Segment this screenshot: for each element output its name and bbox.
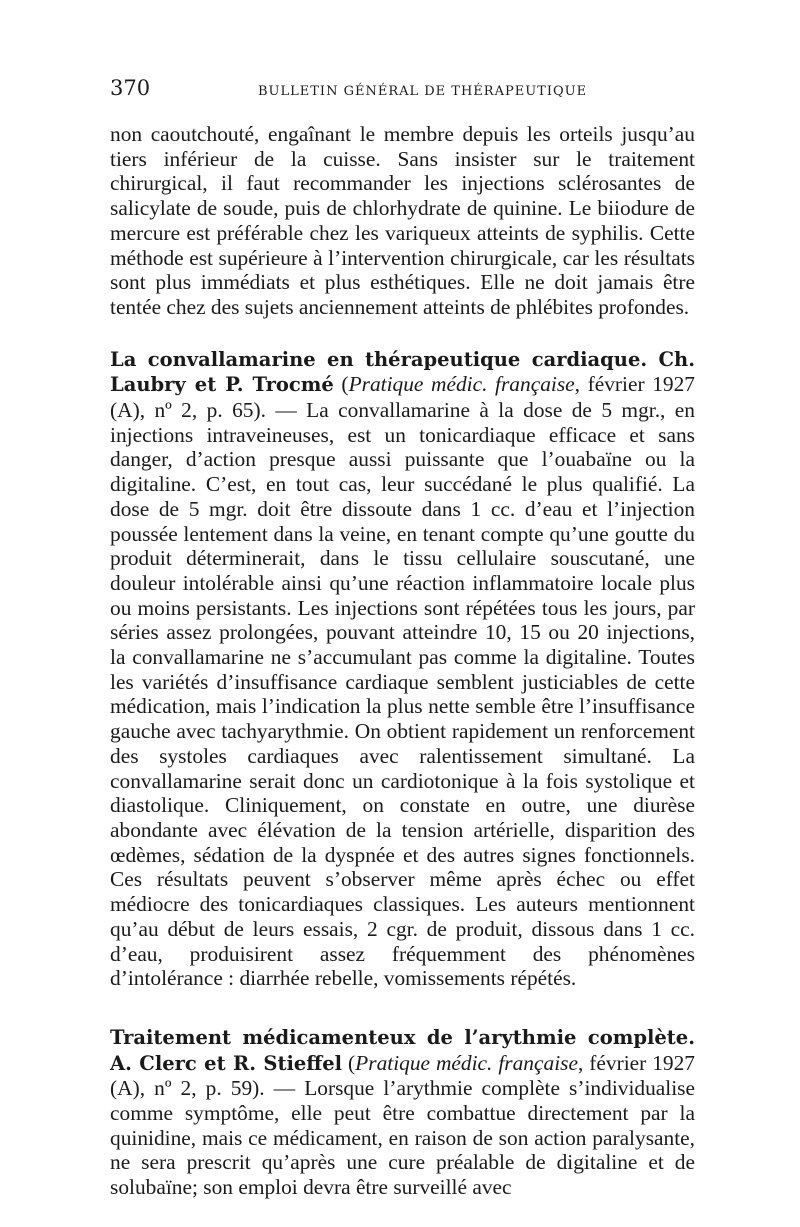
running-head: BULLETIN GÉNÉRAL DE THÉRAPEUTIQUE <box>258 84 588 99</box>
intro-paragraph: non caoutchouté, engaînant le membre depuis les orteils jusqu’au tiers inférieur de la cuisse. Sans insister sur le traitement chirurgical, il faut recommander les injections sclérosantes de salicylate de soude, puis de chlorhydrate de quinine. Le biiodure de mercure est préférable chez les variqueux atteints de syphilis. Cette méthode est supérieure à l’intervention chirurgicale, car les résultats sont plus immédiats et plus esthétiques. Elle ne doit jamais être tentée chez des sujets anciennement atteints de phlébites profondes. <box>110 122 695 319</box>
article-text: La convallamarine à la dose de 5 mgr., en injections intraveineuses, est un tonicardiaque efficace et sans danger, d’action presque aussi puissante que l’ouabaïne ou la digitaline. C’est, en tout cas, leur succédané le plus qualifié. La dose de 5 mgr. doit être dissoute dans 1 cc. d’eau et l’injection poussée lentement dans la veine, en tenant compte qu’une goutte du produit déterminerait, dans le tissu cellulaire souscutané, une douleur intolérable ainsi qu’une réaction inflammatoire locale plus ou moins persistants. Les injections sont répétées tous les jours, par séries assez prolongées, pouvant atteindre 10, 15 ou 20 injections, la convallamarine ne s’accumulant pas comme la digitaline. Toutes les variétés d’insuffisance cardiaque semblent justiciables de cette médication, mais l’indication la plus nette semble être l’insuffisance gauche avec tachyarythmie. On obtient rapidement un renforcement des systoles cardiaques avec ralentissement simultané. La convallamarine serait donc un cardiotonique à la fois systolique et diastolique. Cliniquement, on constate en outre, une diurèse abondante avec élévation de la tension artérielle, disparition des œdèmes, sédation de la dyspnée et des autres signes fonctionnels. Ces résultats peuvent s’observer même après échec ou effet médiocre des tonicardiaques classiques. Les auteurs mentionnent qu’au début de leurs essais, 2 cgr. de produit, dissous dans 1 cc. d’eau, produisirent assez fréquemment des phénomènes d’intolérance : diarrhée rebelle, vomissements répétés. <box>110 398 696 991</box>
article-citation: , février 1927 (A), nº 2, p. 65). — <box>110 372 695 423</box>
source-open: ( <box>333 372 349 397</box>
article-text: Lorsque l’arythmie complète s’individualise comme symptôme, elle peut être combattue directement par la quinidine, mais ce médicament, en raison de son action paralysante, ne sera prescrit qu’après une cure préalable de digitaline et de solubaïne; son emploi devra être surveillé avec <box>110 1076 695 1200</box>
article-arythmie <box>110 1025 695 1200</box>
article-source: Pratique médic. française <box>348 372 575 397</box>
article-source: Pratique médic. française <box>355 1050 578 1075</box>
body-text <box>110 122 695 1200</box>
article-heading: La convallamarine en thérapeutique cardiaque. Ch. Laubry et P. Trocmé <box>110 347 695 397</box>
article-convallamarine <box>110 347 695 991</box>
article-heading: Traitement médicamenteux de l’arythmie complète. A. Clerc et R. Stieffel <box>110 1025 695 1075</box>
source-open: ( <box>342 1050 356 1075</box>
article-citation: , février 1927 (A), nº 2, p. 59). — <box>110 1050 695 1101</box>
page-number: 370 <box>110 76 151 100</box>
